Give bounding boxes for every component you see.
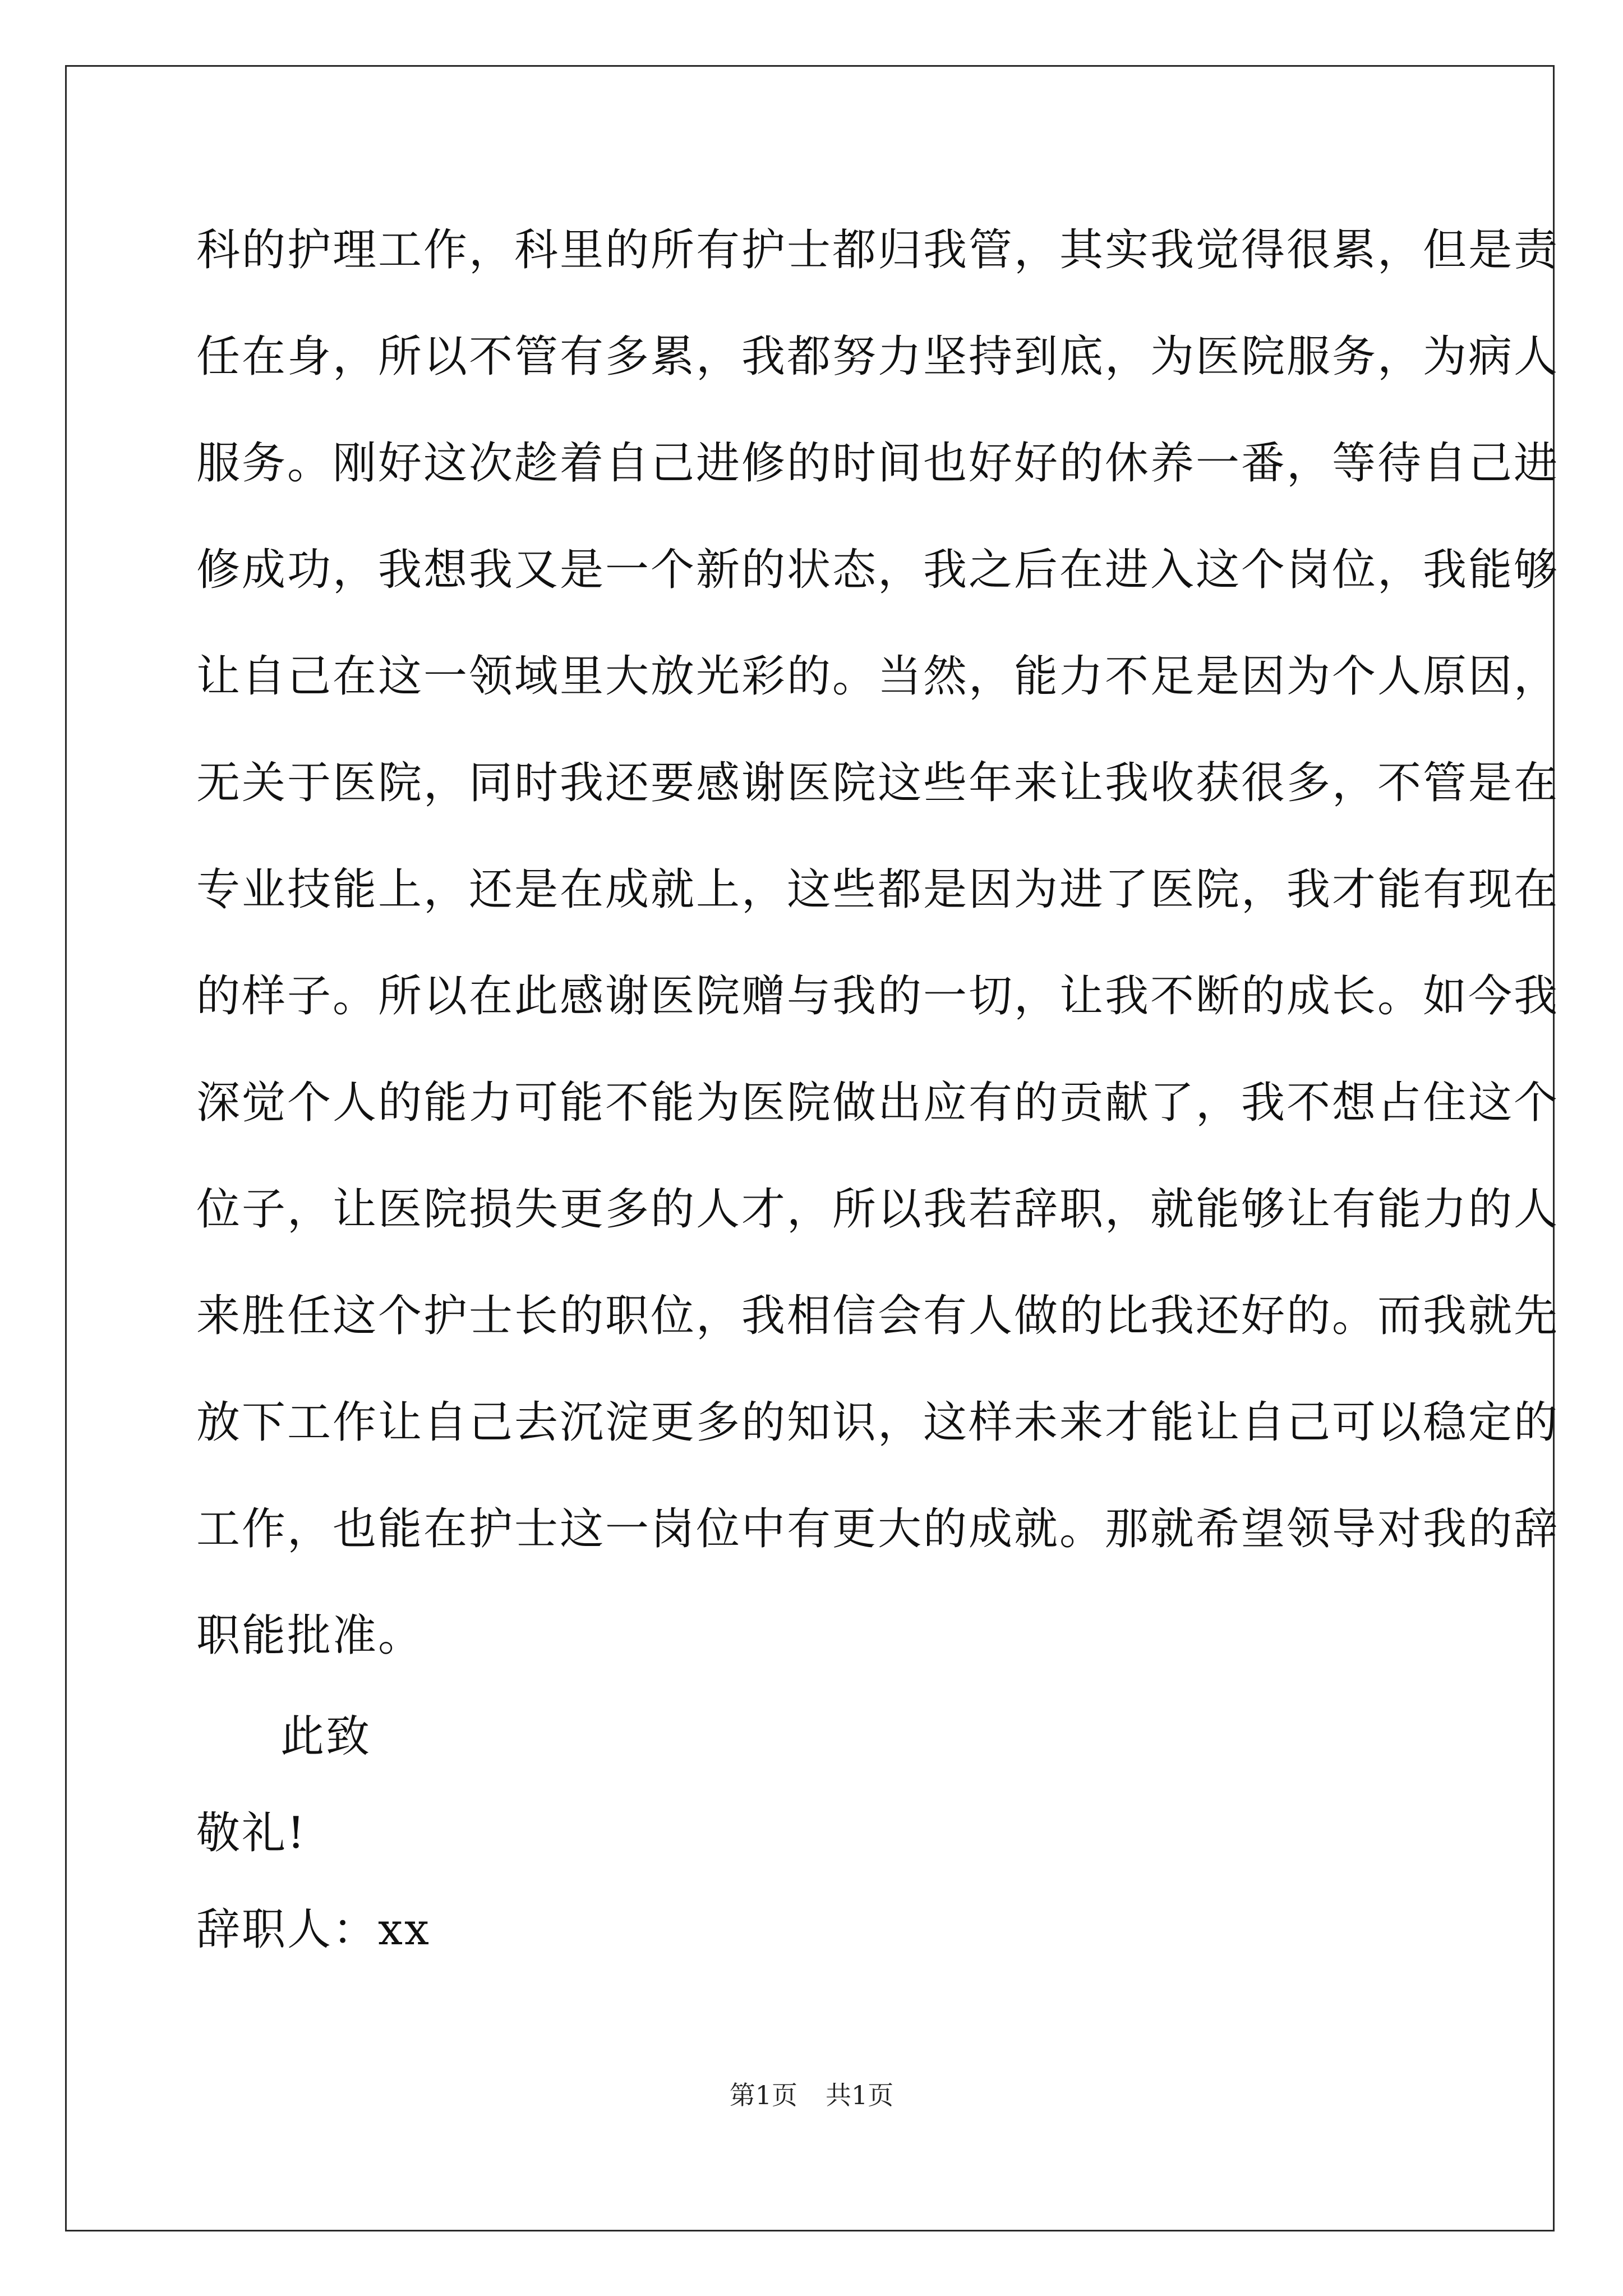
closing-regards: 此致 <box>280 1711 372 1762</box>
body-line: 来胜任这个护士长的职位，我相信会有人做的比我还好的。而我就先 <box>196 1291 1560 1341</box>
body-line: 无关于医院，同时我还要感谢医院这些年来让我收获很多，不管是在 <box>196 758 1560 808</box>
page-footer <box>0 2078 1623 2112</box>
body-line: 位子，让医院损失更多的人才，所以我若辞职，就能够让有能力的人 <box>196 1184 1560 1235</box>
body-line: 职能批准。 <box>196 1611 424 1661</box>
signature-line: 辞职人：xx <box>196 1904 431 1955</box>
body-line: 深觉个人的能力可能不能为医院做出应有的贡献了，我不想占住这个 <box>196 1078 1560 1128</box>
closing-salute: 敬礼! <box>196 1808 307 1858</box>
letter-body <box>196 217 1560 1709</box>
body-line: 任在身，所以不管有多累，我都努力坚持到底，为医院服务，为病人 <box>196 332 1560 382</box>
page-number-current: 第1页 <box>729 2080 797 2110</box>
body-line: 修成功，我想我又是一个新的状态，我之后在进入这个岗位，我能够 <box>196 545 1560 595</box>
body-line: 科的护理工作，科里的所有护士都归我管，其实我觉得很累，但是责 <box>196 225 1560 275</box>
page-number-total: 共1页 <box>826 2080 894 2110</box>
body-line: 放下工作让自己去沉淀更多的知识，这样未来才能让自己可以稳定的 <box>196 1397 1560 1448</box>
body-line: 让自己在这一领域里大放光彩的。当然，能力不足是因为个人原因， <box>196 651 1560 702</box>
body-line: 服务。刚好这次趁着自己进修的时间也好好的休养一番，等待自己进 <box>196 438 1560 489</box>
body-line: 专业技能上，还是在成就上，这些都是因为进了医院，我才能有现在 <box>196 864 1560 915</box>
body-line: 的样子。所以在此感谢医院赠与我的一切，让我不断的成长。如今我 <box>196 971 1560 1022</box>
body-line: 工作，也能在护士这一岗位中有更大的成就。那就希望领导对我的辞 <box>196 1504 1560 1554</box>
